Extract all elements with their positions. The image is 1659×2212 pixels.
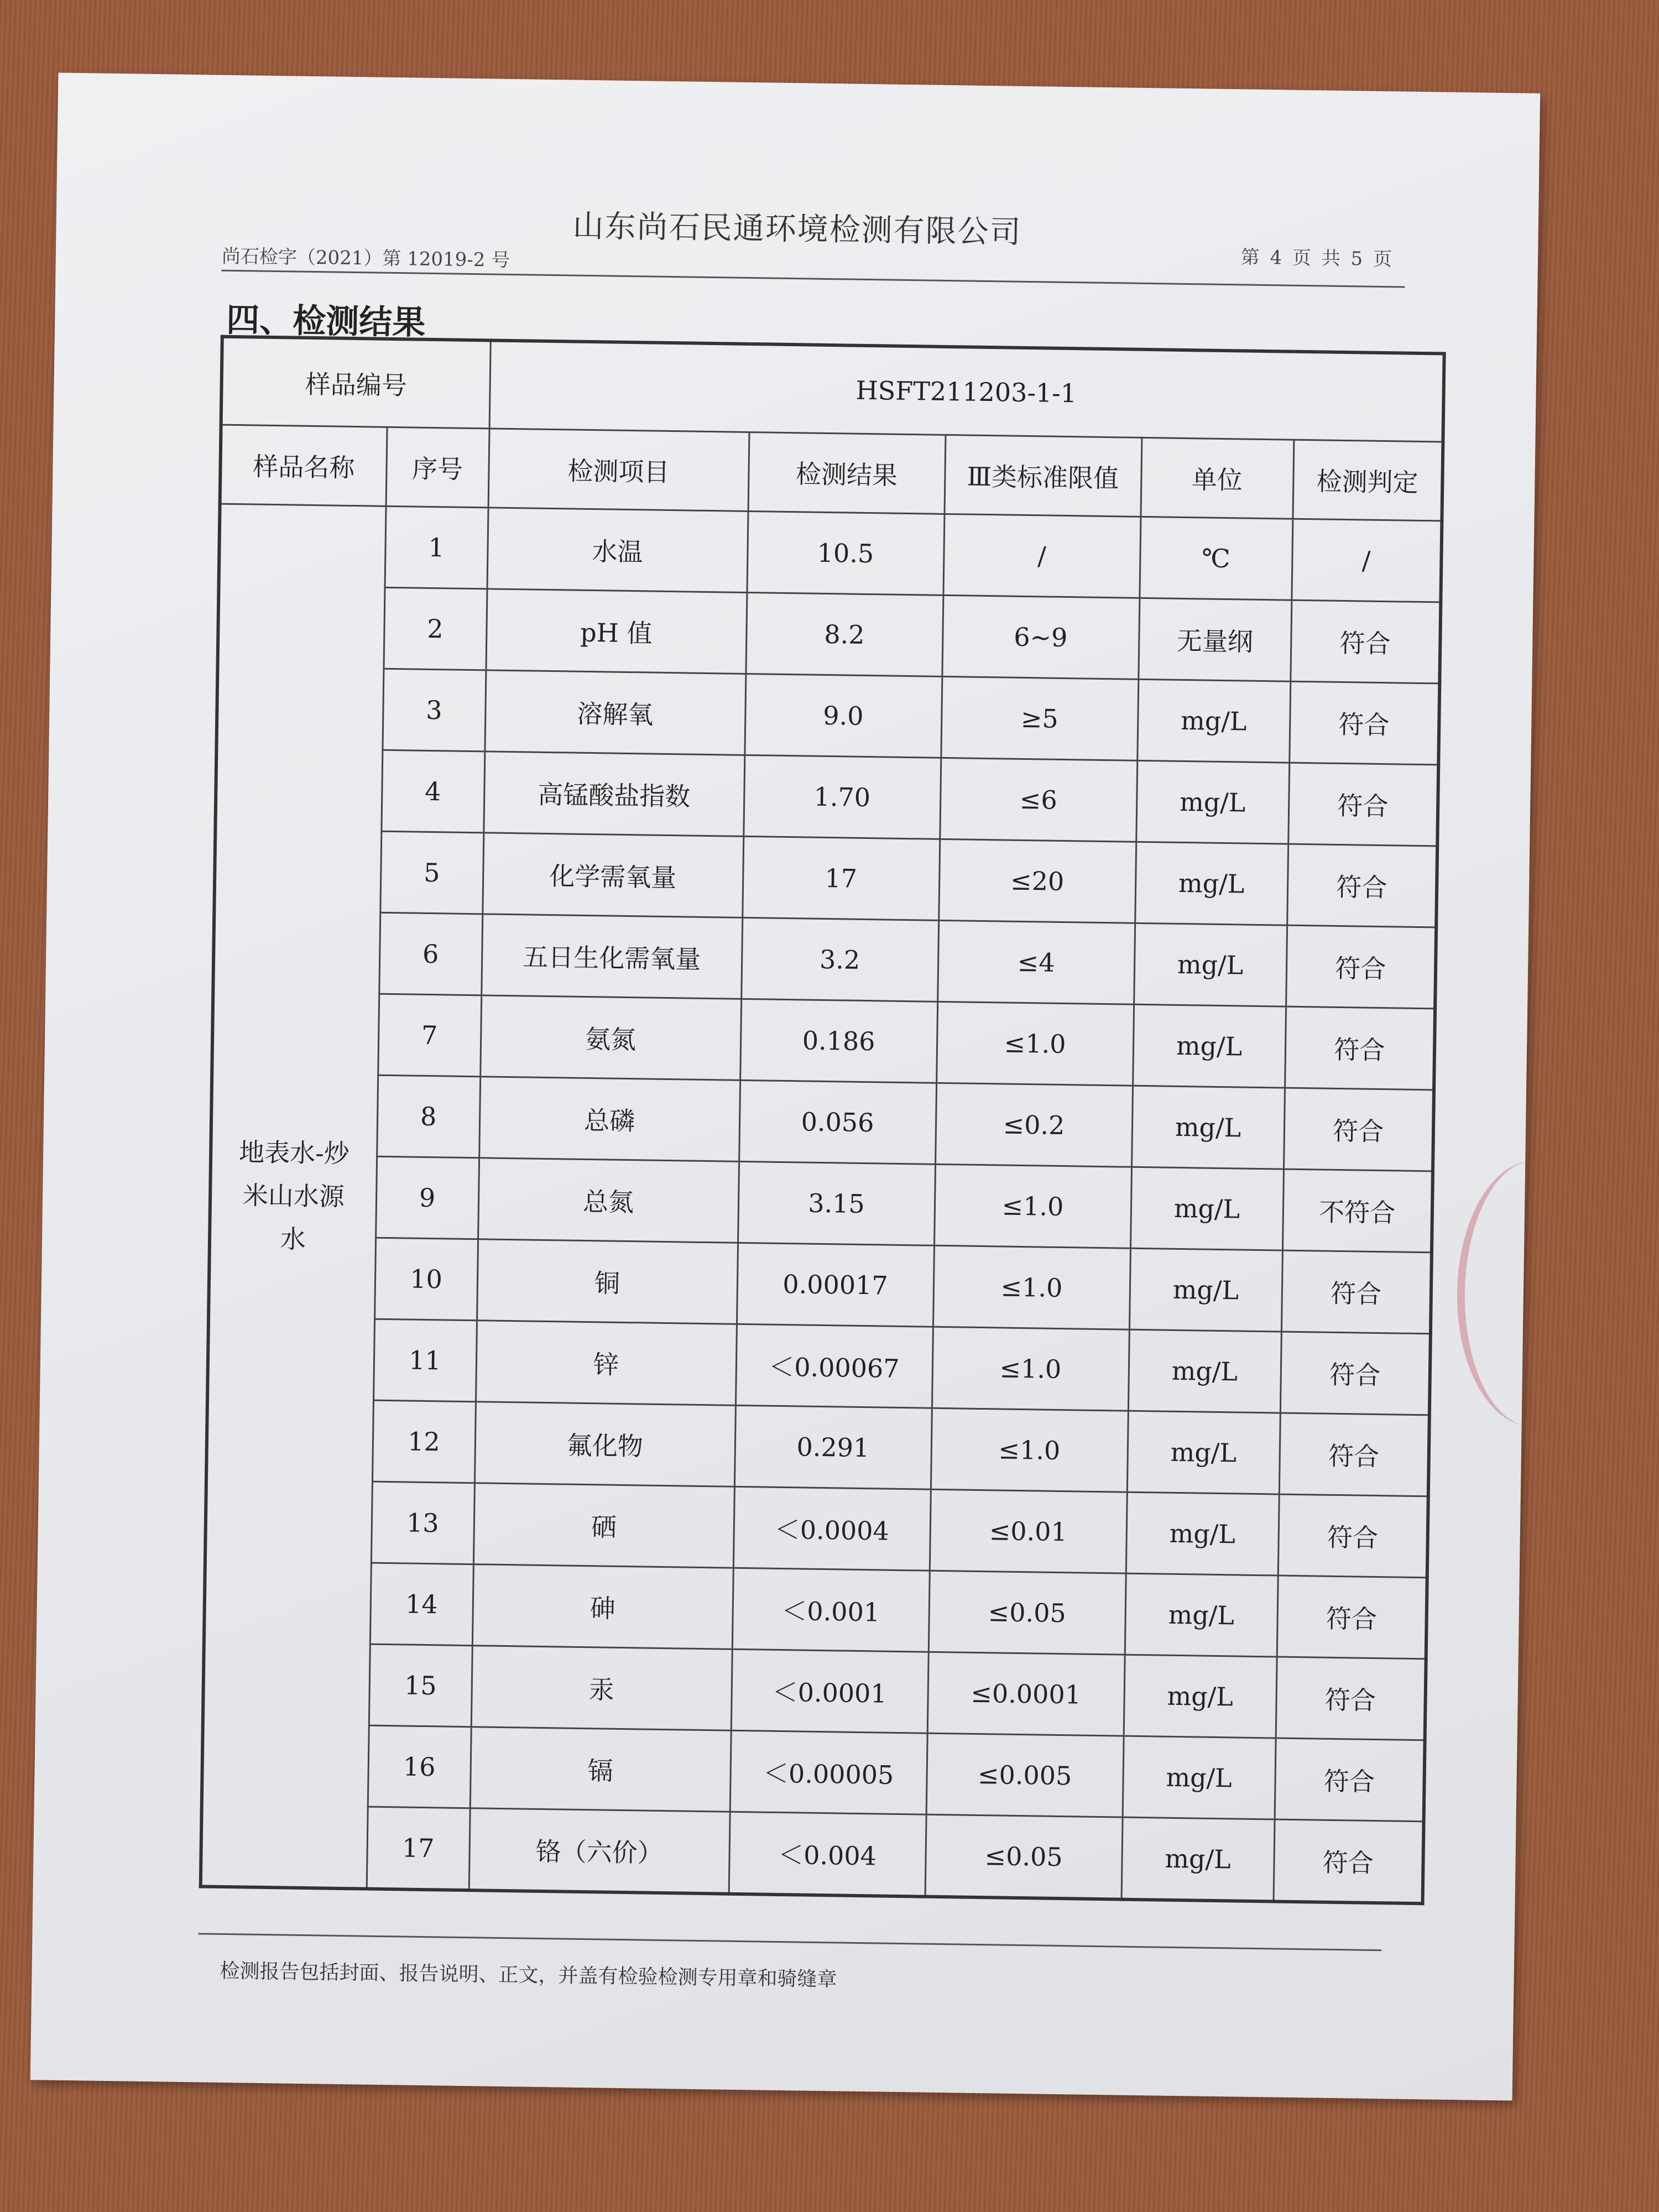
cell-limit: ≤0.0001 [927, 1652, 1125, 1736]
cell-unit: mg/L [1131, 1086, 1285, 1169]
cell-item: 氨氮 [480, 995, 741, 1081]
cell-result: 3.2 [741, 917, 938, 1001]
sample-name-cell: 地表水-炒 米山水源 水 [201, 504, 386, 1888]
cell-item: 砷 [472, 1564, 733, 1650]
cell-number: 15 [369, 1644, 472, 1727]
cell-judgement: 符合 [1284, 1088, 1434, 1171]
cell-result: 9.0 [744, 674, 942, 758]
cell-judgement: 符合 [1275, 1738, 1425, 1822]
cell-item: 总氮 [478, 1158, 739, 1243]
cell-unit: mg/L [1123, 1736, 1276, 1819]
cell-number: 7 [378, 994, 481, 1077]
cell-judgement: 符合 [1288, 763, 1438, 846]
cell-number: 5 [380, 831, 483, 914]
cell-item: 化学需氧量 [482, 833, 743, 918]
cell-unit: mg/L [1129, 1248, 1282, 1332]
cell-number: 9 [375, 1156, 479, 1239]
section-title: 四、检测结果 [226, 300, 426, 342]
cell-result: 0.291 [734, 1405, 932, 1489]
cell-result: ＜0.0001 [731, 1649, 928, 1733]
cell-unit: mg/L [1121, 1817, 1275, 1901]
cell-item: 硒 [473, 1483, 734, 1568]
cell-limit: ≤1.0 [931, 1408, 1128, 1492]
cell-item: 铜 [477, 1239, 738, 1324]
cell-number: 11 [373, 1319, 477, 1402]
footer-divider [198, 1933, 1381, 1951]
cell-item: 高锰酸盐指数 [483, 752, 744, 837]
cell-item: pH 值 [486, 589, 747, 674]
cell-item: 五日生化需氧量 [481, 914, 742, 999]
cell-unit: mg/L [1137, 679, 1290, 763]
cell-judgement: 符合 [1274, 1819, 1424, 1903]
cell-judgement: 符合 [1280, 1332, 1431, 1415]
header-item: 检测项目 [488, 429, 749, 512]
cell-limit: ≤4 [937, 920, 1135, 1004]
cell-item: 溶解氧 [484, 670, 745, 755]
cell-judgement: 符合 [1285, 1006, 1435, 1090]
cell-number: 10 [374, 1238, 478, 1321]
cell-unit: mg/L [1136, 760, 1289, 844]
cell-result: ＜0.0004 [733, 1486, 931, 1571]
cell-limit: ≥5 [941, 676, 1138, 760]
cell-number: 17 [367, 1807, 470, 1890]
cell-limit: ≤1.0 [934, 1164, 1131, 1248]
cell-unit: mg/L [1125, 1573, 1278, 1657]
cell-result: 1.70 [743, 755, 941, 839]
cell-number: 8 [377, 1075, 480, 1158]
cell-number: 4 [381, 750, 484, 833]
cell-item: 锌 [476, 1321, 737, 1406]
cell-item: 铬（六价） [469, 1808, 730, 1894]
cell-result: ＜0.00067 [735, 1324, 933, 1408]
cell-judgement: 符合 [1277, 1575, 1427, 1659]
cell-judgement: 符合 [1289, 681, 1439, 765]
cell-limit: ≤1.0 [936, 1001, 1134, 1086]
cell-unit: mg/L [1133, 1004, 1286, 1088]
cell-limit: ≤0.2 [935, 1083, 1133, 1167]
cell-number: 2 [383, 587, 487, 670]
cell-number: 1 [385, 506, 488, 589]
cell-judgement: 符合 [1286, 925, 1436, 1009]
sample-id-label: 样品编号 [221, 337, 491, 429]
cell-judgement: / [1291, 519, 1442, 602]
header-result: 检测结果 [748, 432, 946, 514]
cell-result: ＜0.001 [732, 1568, 930, 1652]
cell-unit: mg/L [1128, 1329, 1281, 1413]
cell-unit: mg/L [1130, 1167, 1284, 1250]
cell-item: 水温 [487, 508, 748, 593]
company-name: 山东尚石民通环境检测有限公司 [572, 208, 1022, 251]
cell-unit: mg/L [1135, 842, 1288, 925]
cell-limit: ≤1.0 [933, 1245, 1130, 1329]
cell-result: 10.5 [747, 511, 944, 595]
cell-unit: mg/L [1134, 923, 1287, 1006]
cell-limit: 6~9 [942, 595, 1139, 679]
cell-number: 12 [372, 1400, 476, 1483]
header-divider [221, 270, 1405, 288]
cell-limit: / [943, 514, 1140, 598]
cell-result: 17 [742, 836, 940, 920]
footer-note: 检测报告包括封面、报告说明、正文，并盖有检验检测专用章和骑缝章 [220, 1959, 837, 1991]
cell-result: 0.186 [740, 999, 937, 1083]
header-sample-name: 样品名称 [220, 425, 387, 506]
cell-limit: ≤1.0 [932, 1327, 1129, 1411]
cell-number: 6 [379, 912, 482, 995]
cell-judgement: 符合 [1279, 1413, 1430, 1496]
cell-result: ＜0.00005 [730, 1730, 927, 1814]
cell-result: 3.15 [738, 1161, 935, 1245]
results-table [199, 335, 1446, 1906]
cell-item: 汞 [471, 1646, 732, 1731]
cell-result: ＜0.004 [729, 1812, 926, 1896]
cell-unit: mg/L [1124, 1655, 1277, 1738]
cell-judgement: 符合 [1276, 1657, 1426, 1740]
cell-item: 镉 [470, 1727, 731, 1812]
cell-number: 14 [370, 1563, 473, 1646]
cell-number: 13 [371, 1481, 474, 1564]
cell-unit: mg/L [1127, 1411, 1280, 1494]
cell-limit: ≤0.01 [930, 1489, 1127, 1573]
header-judgement: 检测判定 [1292, 440, 1443, 521]
cell-item: 氟化物 [474, 1402, 735, 1487]
cell-result: 8.2 [745, 592, 943, 676]
sample-id-row [221, 337, 1444, 442]
cell-result: 0.056 [739, 1080, 936, 1164]
cell-number: 3 [382, 669, 486, 752]
cell-number: 16 [368, 1725, 471, 1808]
cell-limit: ≤20 [938, 839, 1136, 923]
cell-limit: ≤6 [940, 758, 1137, 842]
red-seal-stamp [1455, 1160, 1611, 1427]
cell-judgement: 符合 [1287, 844, 1437, 927]
cell-judgement: 符合 [1290, 600, 1441, 684]
header-unit: 单位 [1140, 437, 1293, 519]
cell-unit: mg/L [1126, 1492, 1279, 1575]
cell-judgement: 符合 [1278, 1494, 1428, 1578]
document-number: 尚石检字（2021）第 12019-2 号 [221, 245, 510, 272]
header-limit: Ⅲ类标准限值 [944, 435, 1141, 517]
cell-unit: ℃ [1139, 517, 1292, 600]
report-page [30, 72, 1540, 2100]
header-number: 序号 [386, 427, 489, 508]
cell-limit: ≤0.05 [928, 1571, 1126, 1655]
cell-unit: 无量纲 [1138, 598, 1291, 681]
table-row [201, 1804, 1424, 1903]
cell-judgement: 符合 [1281, 1250, 1432, 1334]
cell-result: 0.00017 [737, 1243, 934, 1327]
cell-limit: ≤0.05 [925, 1814, 1123, 1899]
cell-limit: ≤0.005 [926, 1733, 1124, 1817]
page-indicator: 第 4 页 共 5 页 [1240, 246, 1395, 271]
sample-id-value: HSFT211203-1-1 [489, 340, 1444, 442]
cell-judgement: 不符合 [1282, 1169, 1433, 1253]
cell-item: 总磷 [479, 1077, 740, 1162]
